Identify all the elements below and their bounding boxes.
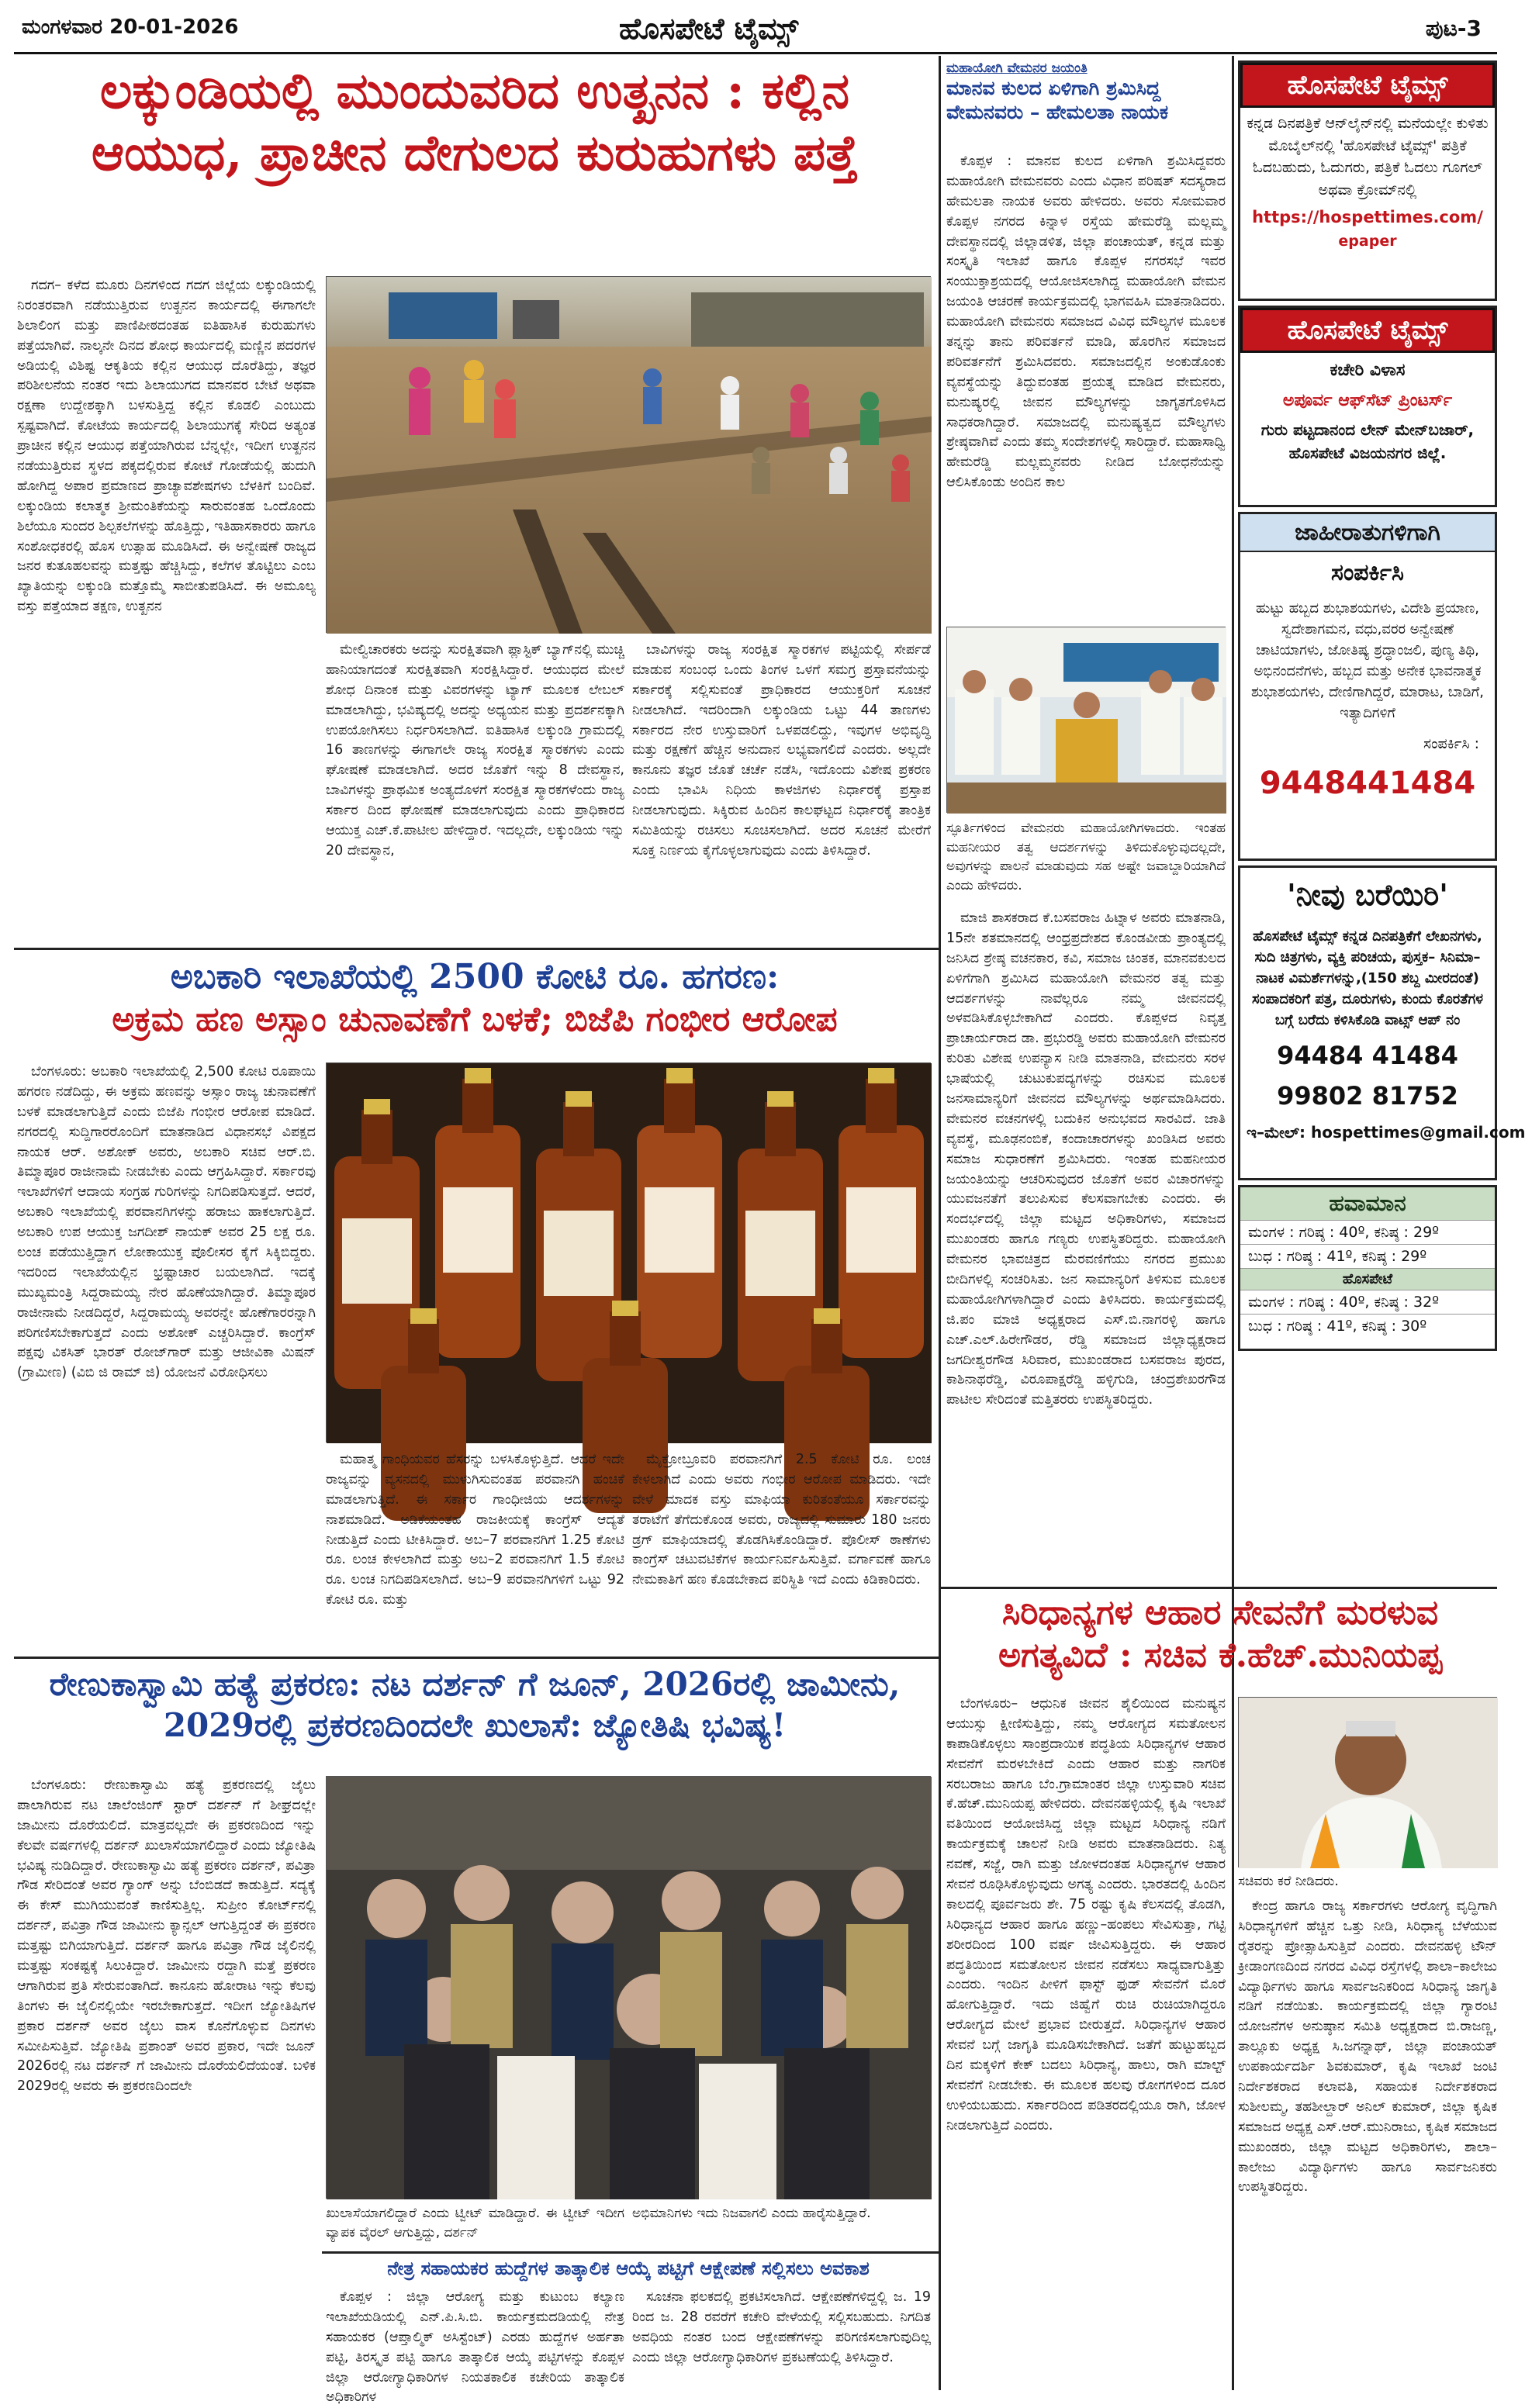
renukaswamy-headline — [14, 1664, 935, 1746]
weather-row: ಮಂಗಳ : ಗರಿಷ್ಠ : 40º, ಕನಿಷ್ಠ : 29º — [1240, 1220, 1495, 1244]
epaper-box — [1238, 60, 1497, 301]
netra-column-1: ಕೊಪ್ಪಳ : ಜಿಲ್ಲಾ ಆರೋಗ್ಯ ಮತ್ತು ಕುಟುಂಬ ಕಲ್ಯಾಣ ಇಲಾಖೆಯಡಿಯಲ್ಲಿ ಎನ್.ಪಿ.ಸಿ.ಬಿ. ಕಾರ್ಯಕ್ರಮದಡಿಯಲ್ಲಿ ನೇತ್ರ ಸಹಾಯಕರ (ಆಪ್ತಾಲ್ಮಿಕ್ ಅಸಿಸ್ಟೆಂಟ್) ಎರಡು ಹುದ್ದೆಗಳ ಅರ್ಹತಾ ಪಟ್ಟಿ, ತಿರಸ್ಕೃತ ಪಟ್ಟಿ ಹಾಗೂ ತಾತ್ಕಾಲಿಕ ಆಯ್ಕೆ ಪಟ್ಟಿಗಳನ್ನು ಕೊಪ್ಪಳ ಜಿಲ್ಲಾ ಆರೋಗ್ಯಾಧಿಕಾರಿಗಳ ನಿಯತಕಾಲಿಕ ಕಚೇರಿಯ ತಾತ್ಕಾಲಿಕ ಅಧಿಕಾರಿಗಳ — [326, 2289, 624, 2406]
millet-column-2: ಕೇಂದ್ರ ಹಾಗೂ ರಾಜ್ಯ ಸರ್ಕಾರಗಳು ಆರೋಗ್ಯ ವೃದ್ಧಿಗಾಗಿ ಸಿರಿಧಾನ್ಯಗಳಿಗೆ ಹೆಚ್ಚಿನ ಒತ್ತು ನೀಡಿ, ಸಿರಿಧಾನ್ಯ ಬೆಳೆಯುವ ರೈತರನ್ನು ಪ್ರೋತ್ಸಾಹಿಸುತ್ತಿವೆ ಎಂದರು. ದೇವನಹಳ್ಳಿ ಟೌನ್ ಕ್ರೀಡಾಂಗಣದಿಂದ ನಗರದ ವಿವಿಧ ರಸ್ತೆಗಳಲ್ಲಿ ಶಾಲಾ–ಕಾಲೇಜು ವಿದ್ಯಾರ್ಥಿಗಳು ಹಾಗೂ ಸಾರ್ವಜನಿಕರಿಂದ ಸಿರಿಧಾನ್ಯ ಜಾಗೃತಿ ನಡಿಗೆ ನಡೆಯಿತು. ಕಾರ್ಯಕ್ರಮದಲ್ಲಿ ಜಿಲ್ಲಾ ಗ್ಯಾರಂಟಿ ಯೋಜನೆಗಳ ಅನುಷ್ಠಾನ ಸಮಿತಿ ಅಧ್ಯಕ್ಷರಾದ ಬಿ.ರಾಜಣ್ಣ, ತಾಲ್ಲೂಕು ಅಧ್ಯಕ್ಷ ಸಿ.ಜಗನ್ನಾಥ್, ಜಿಲ್ಲಾ ಪಂಚಾಯತ್ ಉಪಕಾರ್ಯದರ್ಶಿ ಶಿವಕುಮಾರ್, ಕೃಷಿ ಇಲಾಖೆ ಜಂಟಿ ನಿರ್ದೇಶಕರಾದ ಕಲಾವತಿ, ಸಹಾಯಕ ನಿರ್ದೇಶಕರಾದ ಸುಶೀಲಮ್ಮ, ತಹಶೀಲ್ದಾರ್ ಅನಿಲ್ ಕುಮಾರ್, ಜಿಲ್ಲಾ ಕೃಷಿಕ ಸಮಾಜದ ಅಧ್ಯಕ್ಷ ಎಸ್.ಆರ್.ಮುನಿರಾಜು, ಕೃಷಿಕ ಸಮಾಜದ ಮುಖಂಡರು, ಜಿಲ್ಲಾ ಮಟ್ಟದ ಅಧಿಕಾರಿಗಳು, ಶಾಲಾ–ಕಾಲೇಜು ವಿದ್ಯಾರ್ಥಿಗಳು ಹಾಗೂ ಸಾರ್ವಜನಿಕರು ಉಪಸ್ಥಿತರಿದ್ದರು. — [1238, 1898, 1497, 2196]
masthead — [14, 8, 1497, 54]
ads-contact-heading: ಸಂಪರ್ಕಿಸಿ — [1331, 559, 1404, 586]
press-name: ಅಪೂರ್ವ ಆಫ್‌ಸೆಟ್ ಪ್ರಿಂಟರ್ಸ್ — [1282, 391, 1453, 410]
netra-column-2: ಸೂಚನಾ ಫಲಕದಲ್ಲಿ ಪ್ರಕಟಿಸಲಾಗಿದೆ. ಆಕ್ಷೇಪಣೆಗಳಿದ್ದಲ್ಲಿ ಜ. 19 ರಿಂದ ಜ. 28 ರವರೆಗೆ ಕಚೇರಿ ವೇಳೆಯಲ್ಲಿ ಸಲ್ಲಿಸಬಹುದು. ನಿಗದಿತ ಅವಧಿಯ ನಂತರ ಬಂದ ಆಕ್ಷೇಪಣೆಗಳನ್ನು ಪರಿಗಣಿಸಲಾಗುವುದಿಲ್ಲ ಎಂದು ಜಿಲ್ಲಾ ಆರೋಗ್ಯಾಧಿಕಾರಿಗಳ ಪ್ರಕಟಣೆಯಲ್ಲಿ ತಿಳಿಸಿದ್ದಾರೆ. — [632, 2289, 931, 2365]
ads-phone: 9448441484 — [1259, 765, 1476, 801]
weather-title: ಹವಾಮಾನ — [1240, 1187, 1495, 1220]
vemana-headline-line1: ಮಾನವ ಕುಲದ ಏಳಿಗಾಗಿ ಶ್ರಮಿಸಿದ್ದ — [946, 77, 1161, 99]
lead-headline — [14, 60, 935, 185]
vemana-body-1: ಕೊಪ್ಪಳ : ಮಾನವ ಕುಲದ ಏಳಿಗಾಗಿ ಶ್ರಮಿಸಿದ್ದವರು ಮಹಾಯೋಗಿ ವೇಮನವರು ಎಂದು ವಿಧಾನ ಪರಿಷತ್ ಸದಸ್ಯರಾದ ಹೇಮಲತಾ ನಾಯಕ ಅವರು ಹೇಳಿದರು. ಅವರು ಸೋಮವಾರ ಕೊಪ್ಪಳ ನಗರದ ಕಿನ್ನಾಳ ರಸ್ತೆಯ ಹೇಮರೆಡ್ಡಿ ಮಲ್ಲಮ್ಮ ದೇವಸ್ಥಾನದಲ್ಲಿ ಜಿಲ್ಲಾಡಳಿತ, ಜಿಲ್ಲಾ ಪಂಚಾಯತ್, ಕನ್ನಡ ಮತ್ತು ಸಂಸ್ಕೃತಿ ಇಲಾಖೆ ಹಾಗೂ ಕೊಪ್ಪಳ ನಗರಸಭೆ ಇವರ ಸಂಯುಕ್ತಾಶ್ರಯದಲ್ಲಿ ಆಯೋಜಿಸಲಾಗಿದ್ದ ಮಹಾಯೋಗಿ ವೇಮನ ಜಯಂತಿ ಆಚರಣೆ ಕಾರ್ಯಕ್ರಮದಲ್ಲಿ ಭಾಗವಹಿಸಿ ಮಾತನಾಡಿದರು. ಮಹಾಯೋಗಿ ವೇಮನರು ಸಮಾಜದ ವಿವಿಧ ಮೌಲ್ಯಗಳ ಮೂಲಕ ತನ್ನನ್ನು ತಾನು ಪರಿವರ್ತನೆ ಮಾಡಿ, ಹೊರಗಿನ ಸಮಾಜದ ಪರಿವರ್ತನೆಗೆ ಶ್ರಮಿಸಿದವರು. ಸಮಾಜದಲ್ಲಿನ ಅಂಕುಡೊಂಕು ವ್ಯವಸ್ಥೆಯನ್ನು ತಿದ್ದುವಂತಹ ಪ್ರಯತ್ನ ಮಾಡಿದ ವೇಮನರು, ಮನುಷ್ಯರಲ್ಲಿ ಜೀವನ ಮೌಲ್ಯಗಳನ್ನು ಜಾಗೃತಗೊಳಿಸಿದ ಸಾಧಕರಾಗಿದ್ದಾರೆ. ಸಮಾಜದಲ್ಲಿ ಮನುಷ್ಯತ್ವದ ಮೌಲ್ಯಗಳು ಶ್ರೇಷ್ಠವಾಗಿವೆ ಎಂದು ತಮ್ಮ ಸಂದೇಶಗಳಲ್ಲಿ ಸಾರಿದ್ದಾರೆ. ಮಹಾಸಾಧ್ವಿ ಹೇಮರೆಡ್ಡಿ ಮಲ್ಲಮ್ಮನವರು ನೀಡಿದ ಬೋಧನೆಯನ್ನು ಆಲಿಸಿಕೊಂಡು ಅಂದಿನ ಕಾಲ — [946, 154, 1226, 491]
darshan-crowd-photo — [326, 1776, 931, 2199]
excise-headline — [14, 955, 935, 1041]
excise-column-2: ಮಹಾತ್ಮ ಗಾಂಧಿಯವರ ಹೆಸರನ್ನು ಬಳಸಿಕೊಳ್ಳುತ್ತಿದೆ. ಆದರೆ ಇದೇ ರಾಜ್ಯವನ್ನು ವ್ಯಸನದಲ್ಲಿ ಮುಳುಗಿಸುವಂತಹ ಪರವಾನಗಿ ಹಂಚಿಕೆ ಮಾಡಲಾಗುತ್ತಿದೆ. ಈ ಸರ್ಕಾರ ಗಾಂಧೀಜಿಯ ಆದರ್ಶಗಳನ್ನು ನಾಶಮಾಡಿದೆ. ಅಡಿಕೆಯಂತಹ ರಾಜಕೀಯಕ್ಕೆ ಕಾಂಗ್ರೆಸ್ ಆದ್ಯತೆ ನೀಡುತ್ತಿದೆ ಎಂದು ಟೀಕಿಸಿದ್ದಾರೆ. ಅಬ–7 ಪರವಾನಗಿಗೆ 1.25 ಕೋಟಿ ರೂ. ಲಂಚ ಕೇಳಲಾಗಿದೆ ಮತ್ತು ಅಬ–2 ಪರವಾನಗಿಗೆ 1.5 ಕೋಟಿ ರೂ. ಲಂಚ ನಿಗದಿಪಡಿಸಲಾಗಿದೆ. ಅಬ–9 ಪರವಾನಗಿಗಳಿಗೆ ಒಟ್ಟು 92 ಕೋಟಿ ರೂ. ಮತ್ತು — [326, 1452, 624, 1608]
office-address: ಗುರು ಪಟ್ಟದಾನಂದ ಲೇನ್ ಮೇನ್‌ಬಜಾರ್, ಹೊಸಪೇಟೆ ವಿಜಯನಗರ ಜಿಲ್ಲೆ. — [1260, 420, 1475, 462]
whatsapp-number-1: 94484 41484 — [1277, 1041, 1458, 1070]
vemana-kicker: ಮಹಾಯೋಗಿ ವೇಮನರ ಜಯಂತಿ — [946, 60, 1088, 76]
office-label: ಕಚೇರಿ ವಿಳಾಸ — [1330, 361, 1406, 380]
vemana-headline — [946, 60, 1226, 125]
email-address[interactable]: hospettimes@gmail.com — [1311, 1123, 1525, 1142]
weather-row: ಬುಧ : ಗರಿಷ್ಠ : 41º, ಕನಿಷ್ಠ : 29º — [1240, 1244, 1495, 1268]
excise-column-1: ಬೆಂಗಳೂರು: ಅಬಕಾರಿ ಇಲಾಖೆಯಲ್ಲಿ 2,500 ಕೋಟಿ ರೂಪಾಯಿ ಹಗರಣ ನಡೆದಿದ್ದು, ಈ ಅಕ್ರಮ ಹಣವನ್ನು ಅಸ್ಸಾಂ ರಾಜ್ಯ ಚುನಾವಣೆಗೆ ಬಳಕೆ ಮಾಡಲಾಗುತ್ತಿದೆ ಎಂದು ಬಿಜೆಪಿ ಗಂಭೀರ ಆರೋಪ ಮಾಡಿದೆ. ನಗರದಲ್ಲಿ ಸುದ್ದಿಗಾರರೊಂದಿಗೆ ಮಾತನಾಡಿದ ವಿಧಾನಸಭೆ ವಿಪಕ್ಷದ ನಾಯಕ ಆರ್. ಅಶೋಕ್ ಅವರು, ಅಬಕಾರಿ ಸಚಿವ ಆರ್.ಬಿ. ತಿಮ್ಮಾಪೂರ ರಾಜೀನಾಮೆ ನೀಡಬೇಕು ಎಂದು ಆಗ್ರಹಿಸಿದ್ದಾರೆ. ಸರ್ಕಾರವು ಇಲಾಖೆಗಳಿಗೆ ಆದಾಯ ಸಂಗ್ರಹ ಗುರಿಗಳನ್ನು ನಿಗದಿಪಡಿಸುತ್ತದೆ. ಆದರೆ, ಅಬಕಾರಿ ಇಲಾಖೆಯಲ್ಲಿ ಪರವಾನಗಿಗಳನ್ನು ಹರಾಜು ಹಾಕಲಾಗುತ್ತಿದೆ. ಅಬಕಾರಿ ಉಪ ಆಯುಕ್ತ ಜಗದೀಶ್ ನಾಯಕ್ ಅವರ 25 ಲಕ್ಷ ರೂ. ಲಂಚ ಪಡೆಯುತ್ತಿದ್ದಾಗ ಲೋಕಾಯುಕ್ತ ಪೊಲೀಸರ ಕೈಗೆ ಸಿಕ್ಕಿಬಿದ್ದರು. ಇದರಿಂದ ಇಲಾಖೆಯಲ್ಲಿನ ಭ್ರಷ್ಟಾಚಾರ ಬಯಲಾಗಿದೆ. ಇದಕ್ಕೆ ಮುಖ್ಯಮಂತ್ರಿ ಸಿದ್ದರಾಮಯ್ಯ ನೇರ ಹೊಣೆಯಾಗಿದ್ದಾರೆ. ತಿಮ್ಮಾಪೂರ ರಾಜೀನಾಮೆ ನೀಡದಿದ್ದರೆ, ಸಿದ್ದರಾಮಯ್ಯ ಅವರನ್ನೇ ಹೊಣೆಗಾರರನ್ನಾಗಿ ಪರಿಗಣಿಸಬೇಕಾಗುತ್ತದೆ ಎಂದು ಅಶೋಕ್ ಎಚ್ಚರಿಸಿದ್ದಾರೆ. ಕಾಂಗ್ರೆಸ್ ಪಕ್ಷವು ವಿಕಸಿತ್ ಭಾರತ್ ರೋಜ್‌ಗಾರ್ ಮತ್ತು ಆಜೀವಿಕಾ ಮಿಷನ್ (ಗ್ರಾಮೀಣ) (ವಿಬಿ ಜಿ ರಾಮ್ ಜಿ) ಯೋಜನೆ ವಿರೋಧಿಸಲು — [17, 1064, 316, 1381]
office-box — [1238, 306, 1497, 507]
column-rule — [1232, 56, 1234, 2390]
millet-headline-line1: ಸಿರಿಧಾನ್ಯಗಳ ಆಹಾರ ಸೇವನೆಗೆ ಮರಳುವ — [1001, 1593, 1439, 1632]
vemana-headline-line2: ವೇಮನವರು – ಹೇಮಲತಾ ನಾಯಕ — [946, 101, 1169, 124]
whatsapp-number-2: 99802 81752 — [1277, 1081, 1458, 1111]
excise-headline-line2: ಅಕ್ರಮ ಹಣ ಅಸ್ಸಾಂ ಚುನಾವಣೆಗೆ ಬಳಕೆ; ಬಿಜೆಪಿ ಗಂಭೀರ ಆರೋಪ — [112, 1000, 838, 1039]
email-label: ಇ–ಮೇಲ್: — [1247, 1123, 1306, 1142]
excavation-photo — [326, 276, 931, 633]
ads-contact-label: ಸಂಪರ್ಕಿಸಿ : — [1423, 735, 1479, 752]
website-link[interactable]: https://hospettimes.com/ — [1252, 208, 1483, 226]
page-number: ಪುಟ-3 — [1425, 16, 1482, 41]
minister-caption: ಸಚಿವರು ಕರೆ ನೀಡಿದರು. — [1238, 1874, 1339, 1889]
ads-box-text: ಹುಟ್ಟು ಹಬ್ಬದ ಶುಭಾಶಯಗಳು, ವಿದೇಶಿ ಪ್ರಯಾಣ, ಸ್ವದೇಶಾಗಮನ, ವಧು,ವರರ ಅನ್ವೇಷಣೆ ಚಾಟಿಯಾಗಳು, ಜೋತಿಷ್ಯ ಶ್ರದ್ಧಾಂಜಲಿ, ಪುಣ್ಯ ತಿಥಿ, ಅಭಿನಂದನೆಗಳು, ಹಬ್ಬದ ಮತ್ತು ಅನೇಕ ಭಾವನಾತ್ಮಕ ಶುಭಾಶಯಗಳು, ದೇಣಿಗಾಗಿದ್ದರೆ, ಮಾರಾಟ, ಬಾಡಿಗೆ, ಇತ್ಯಾದಿಗಳಿಗೆ — [1251, 600, 1484, 721]
email-line — [1240, 1116, 1525, 1149]
millet-headline-line2: ಅಗತ್ಯವಿದೆ : ಸಚಿವ ಕೆ.ಹೆಚ್.ಮುನಿಯಪ್ಪ — [998, 1636, 1442, 1675]
lead-column-2: ಮೇಲ್ವಿಚಾರಕರು ಅದನ್ನು ಸುರಕ್ಷಿತವಾಗಿ ಪ್ಲಾಸ್ಟಿಕ್ ಬ್ಯಾಗ್‌ನಲ್ಲಿ ಮುಚ್ಚಿ ಹಾನಿಯಾಗದಂತೆ ಸುರಕ್ಷಿತವಾಗಿ ಸಂರಕ್ಷಿಸಿದ್ದಾರೆ. ಆಯುಧದ ಮೇಲೆ ಶೋಧ ದಿನಾಂಕ ಮತ್ತು ವಿವರಗಳನ್ನು ಟ್ಯಾಗ್ ಮೂಲಕ ಲೇಬಲ್ ಮಾಡಲಾಗಿದ್ದು, ಭವಿಷ್ಯದಲ್ಲಿ ಅದನ್ನು ಅಧ್ಯಯನ ಮತ್ತು ಪ್ರದರ್ಶನಕ್ಕಾಗಿ ಉಪಯೋಗಿಸಲು ನಿರ್ಧರಿಸಲಾಗಿದೆ. ಐತಿಹಾಸಿಕ ಲಕ್ಕುಂಡಿ ಗ್ರಾಮದಲ್ಲಿ 16 ತಾಣಗಳನ್ನು ಈಗಾಗಲೇ ರಾಜ್ಯ ಸಂರಕ್ಷಿತ ಸ್ಮಾರಕಗಳು ಎಂದು ಘೋಷಣೆ ಮಾಡಲಾಗಿದೆ. ಅದರ ಜೊತೆಗೆ ಇನ್ನು 8 ದೇವಸ್ಥಾನ, ಬಾವಿಗಳನ್ನು ಪ್ರಾಥಮಿಕ ಅಂತ್ಯದೊಳಗೆ ಸಂರಕ್ಷಿತ ಸ್ಮಾರಕಗಳೆಂದು ರಾಜ್ಯ ಸರ್ಕಾರ ದಿಂದ ಘೋಷಣೆ ಮಾಡಲಾಗುವುದು ಎಂದು ಪ್ರಾಧಿಕಾರದ ಆಯುಕ್ತ ಎಚ್.ಕೆ.ಪಾಟೀಲ ಹೇಳಿದ್ದಾರೆ. ಇದಲ್ಲದೇ, ಲಕ್ಕುಂಡಿಯ ಇನ್ನು 20 ದೇವಸ್ಥಾನ, — [326, 642, 624, 859]
weather-city: ಹೊಸಪೇಟೆ — [1240, 1268, 1495, 1290]
renukaswamy-caption-left: ಖುಲಾಸೆಯಾಗಲಿದ್ದಾರೆ ಎಂದು ಟ್ವೀಟ್ ಮಾಡಿದ್ದಾರೆ. ಈ ಟ್ವೀಟ್ ಇದೀಗ ವ್ಯಾಪಕ ವೈರಲ್ ಆಗುತ್ತಿದ್ದು, ದರ್ಶನ್ — [326, 2206, 624, 2240]
issue-date: ಮಂಗಳವಾರ 20-01-2026 — [22, 16, 239, 39]
minister-photo — [1238, 1697, 1497, 1867]
netra-headline: ನೇತ್ರ ಸಹಾಯಕರ ಹುದ್ದೆಗಳ ತಾತ್ಕಾಲಿಕ ಆಯ್ಕೆ ಪಟ್ಟಿಗೆ ಆಕ್ಷೇಪಣೆ ಸಲ್ಲಿಸಲು ಅವಕಾಶ — [387, 2257, 870, 2279]
section-rule — [14, 1657, 939, 1659]
section-rule — [14, 948, 939, 950]
write-box-text: ಹೊಸಪೇಟೆ ಟೈಮ್ಸ್ ಕನ್ನಡ ದಿನಪತ್ರಿಕೆಗೆ ಲೇಖನಗಳು, ಸುದಿ ಚಿತ್ರಗಳು, ವ್ಯಕ್ತಿ ಪರಿಚಯ, ಪುಸ್ತಕ– ಸಿನಿಮಾ–ನಾಟಕ ವಿಮರ್ಶೆಗಳನ್ನು,(150 ಶಬ್ದ ಮೀರದಂತೆ) ಸಂಪಾದಕರಿಗೆ ಪತ್ರ, ದೂರುಗಳು, ಕುಂದು ಕೊರತೆಗಳ ಬಗ್ಗೆ ಬರೆದು ಕಳಿಸಿಕೊಡಿ ವಾಟ್ಸ್ ಆಪ್ ನಂ — [1251, 928, 1484, 1028]
write-box — [1238, 865, 1525, 1180]
renukaswamy-headline-line1: ರೇಣುಕಾಸ್ವಾಮಿ ಹತ್ಯೆ ಪ್ರಕರಣ: ನಟ ದರ್ಶನ್ ಗೆ ಜೂನ್, 2026ರಲ್ಲಿ ಜಾಮೀನು, — [49, 1665, 901, 1703]
column-rule — [939, 56, 941, 2390]
renukaswamy-column-1: ಬೆಂಗಳೂರು: ರೇಣುಕಾಸ್ವಾಮಿ ಹತ್ಯೆ ಪ್ರಕರಣದಲ್ಲಿ ಜೈಲು ಪಾಲಾಗಿರುವ ನಟ ಚಾಲೆಂಜಿಂಗ್ ಸ್ಟಾರ್ ದರ್ಶನ್ ಗೆ ಶೀಘ್ರದಲ್ಲೇ ಜಾಮೀನು ದೊರೆಯಲಿದೆ. ಮಾತ್ರವಲ್ಲದೇ ಈ ಪ್ರಕರಣದಿಂದ ಇನ್ನು ಕೆಲವೇ ವರ್ಷಗಳಲ್ಲಿ ದರ್ಶನ್ ಖುಲಾಸೆಯಾಗಲಿದ್ದಾರೆ ಎಂದು ಜ್ಯೋತಿಷಿ ಭವಿಷ್ಯ ನುಡಿದಿದ್ದಾರೆ. ರೇಣುಕಾಸ್ವಾಮಿ ಹತ್ಯೆ ಪ್ರಕರಣ ದರ್ಶನ್, ಪವಿತ್ರಾ ಗೌಡ ಸೇರಿದಂತೆ ಅವರ ಗ್ಯಾಂಗ್ ಅನ್ನು ಬೆಂಬಿಡದೆ ಕಾಡುತ್ತಿದೆ. ಸದ್ಯಕ್ಕೆ ಈ ಕೇಸ್ ಮುಗಿಯುವಂತೆ ಕಾಣಿಸುತ್ತಿಲ್ಲ. ಸುಪ್ರೀಂ ಕೋರ್ಟ್‌ನಲ್ಲಿ ದರ್ಶನ್, ಪವಿತ್ರಾ ಗೌಡ ಜಾಮೀನು ಕ್ಯಾನ್ಸಲ್ ಆಗುತ್ತಿದ್ದಂತೆ ಈ ಪ್ರಕರಣ ಮತ್ತಷ್ಟು ಬಿಗಿಯಾಗುತ್ತಿದೆ. ದರ್ಶನ್ ಹಾಗೂ ಪವಿತ್ರಾ ಗೌಡ ಜೈಲಿನಲ್ಲಿ ಮತ್ತಷ್ಟು ಸಂಕಷ್ಟಕ್ಕೆ ಸಿಲುಕಿದ್ದಾರೆ. ಜಾಮೀನು ರದ್ದಾಗಿ ಮತ್ತೆ ಪ್ರಕರಣ ಆಗಾಗಿರುವ ಪ್ರತಿ ಸೇರುವಂತಾಗಿದೆ. ಕಾನೂನು ಹೋರಾಟ ಇನ್ನು ಕೆಲವು ತಿಂಗಳು ಈ ಜೈಲಿನಲ್ಲಿಯೇ ಇರಬೇಕಾಗುತ್ತದೆ. ಇದೀಗ ಜ್ಯೋತಿಷಿಗಳ ಪ್ರಕಾರ ದರ್ಶನ್ ಅವರ ಜೈಲು ವಾಸ ಕೊನೆಗೊಳ್ಳುವ ದಿನಗಳು ಸಮೀಪಿಸುತ್ತಿವೆ. ಜ್ಯೋತಿಷಿ ಪ್ರಶಾಂತ್ ಅವರ ಪ್ರಕಾರ, ಇದೇ ಜೂನ್ 2026ರಲ್ಲಿ ನಟ ದರ್ಶನ್ ಗೆ ಜಾಮೀನು ದೊರೆಯಲಿದೆಯಂತೆ. ಬಳಿಕ 2029ರಲ್ಲಿ ಅವರು ಈ ಪ್ರಕರಣದಿಂದಲೇ — [17, 1777, 316, 2095]
section-rule — [322, 2251, 939, 2254]
newspaper-title: ಹೊಸಪೇಟೆ ಟೈಮ್ಸ್ — [619, 11, 799, 46]
vemana-caption: ಸ್ಫೂರ್ತಿಗಳಿಂದ ವೇಮನರು ಮಹಾಯೋಗಿಗಳಾದರು. ಇಂತಹ ಮಹನೀಯರ ತತ್ವ ಆದರ್ಶಗಳನ್ನು ತಿಳಿದುಕೊಳ್ಳುವುದಲ್ಲದೇ, ಅವುಗಳನ್ನು ಪಾಲನೆ ಮಾಡುವುದು ಸಹ ಅಷ್ಟೇ ಜವಾಬ್ದಾರಿಯಾಗಿದೆ ಎಂದು ಹೇಳಿದರು. — [946, 821, 1226, 893]
ads-box — [1238, 512, 1497, 861]
millet-column-1: ಬೆಂಗಳೂರು– ಆಧುನಿಕ ಜೀವನ ಶೈಲಿಯಿಂದ ಮನುಷ್ಯನ ಆಯುಸ್ಸು ಕ್ಷೀಣಿಸುತ್ತಿದ್ದು, ನಮ್ಮ ಆರೋಗ್ಯದ ಸಮತೋಲನ ಕಾಪಾಡಿಕೊಳ್ಳಲು ಸಾಂಪ್ರದಾಯಿಕ ಪದ್ಧತಿಯ ಸಿರಿಧಾನ್ಯಗಳ ಆಹಾರ ಸೇವನೆಗೆ ಮರಳಬೇಕಿದೆ ಎಂದು ಆಹಾರ ಮತ್ತು ನಾಗರಿಕ ಸರಬರಾಜು ಹಾಗೂ ಬೆಂ.ಗ್ರಾಮಾಂತರ ಜಿಲ್ಲಾ ಉಸ್ತುವಾರಿ ಸಚಿವ ಕೆ.ಹೆಚ್.ಮುನಿಯಪ್ಪ ಹೇಳಿದರು. ದೇವನಹಳ್ಳಿಯಲ್ಲಿ ಕೃಷಿ ಇಲಾಖೆ ವತಿಯಿಂದ ಆಯೋಜಿಸಿದ್ದ ಜಿಲ್ಲಾ ಮಟ್ಟದ ಸಿರಿಧಾನ್ಯ ನಡಿಗೆ ಕಾರ್ಯಕ್ರಮಕ್ಕೆ ಚಾಲನೆ ನೀಡಿ ಅವರು ಮಾತನಾಡಿದರು. ನಿತ್ಯ ನವಣೆ, ಸಜ್ಜೆ, ರಾಗಿ ಮತ್ತು ಜೋಳದಂತಹ ಸಿರಿಧಾನ್ಯಗಳ ಆಹಾರ ಸೇವನೆ ರೂಢಿಸಿಕೊಳ್ಳುವುದು ಅಗತ್ಯ ಎಂದರು. ಭಾರತದಲ್ಲಿ ಹಿಂದಿನ ಕಾಲದಲ್ಲಿ ಪೂರ್ವಜರು ಶೇ. 75 ರಷ್ಟು ಕೃಷಿ ಕೆಲಸದಲ್ಲಿ ತೊಡಗಿ, ಸಿರಿಧಾನ್ಯದ ಆಹಾರ ಹಾಗೂ ಹಣ್ಣು–ಹಂಪಲು ಸೇವಿಸುತ್ತಾ, ಗಟ್ಟಿ ಶರೀರದಿಂದ 100 ವರ್ಷ ಜೀವಿಸುತ್ತಿದ್ದರು. ಈ ಆಹಾರ ಪದ್ಧತಿಯಿಂದ ಸಮತೋಲನ ಜೀವನ ನಡೆಸಲು ಸಾಧ್ಯವಾಗುತ್ತಿತ್ತು ಎಂದರು. ಇಂದಿನ ಪೀಳಿಗೆ ಫಾಸ್ಟ್ ಫುಡ್ ಸೇವನೆಗೆ ಮೊರೆ ಹೋಗುತ್ತಿದ್ದಾರೆ. ಇದು ಜಿಹ್ವೆಗೆ ರುಚಿ ರುಚಿಯಾಗಿದ್ದರೂ ಆರೋಗ್ಯದ ಮೇಲೆ ಪ್ರಭಾವ ಬೀರುತ್ತದೆ. ಸಿರಿಧಾನ್ಯಗಳ ಆಹಾರ ಸೇವನೆ ಬಗ್ಗೆ ಜಾಗೃತಿ ಮೂಡಿಸಬೇಕಾಗಿದೆ. ಜತೆಗೆ ಹುಟ್ಟುಹಬ್ಬದ ದಿನ ಮಕ್ಕಳಿಗೆ ಕೇಕ್ ಬದಲು ಸಿರಿಧಾನ್ಯ, ಹಾಲು, ರಾಗಿ ಮಾಲ್ಟ್ ಸೇವನೆಗೆ ನೀಡಬೇಕು. ಈ ಮೂಲಕ ಹಲವು ರೋಗಗಳಿಂದ ದೂರ ಉಳಿಯಬಹುದು. ಸರ್ಕಾರದಿಂದ ಪಡಿತರದಲ್ಲಿಯೂ ರಾಗಿ, ಜೋಳ ನೀಡಲಾಗುತ್ತಿದೆ ಎಂದರು. — [946, 1696, 1226, 2133]
epaper-box-title: ಹೊಸಪೇಟೆ ಟೈಮ್ಸ್ — [1240, 63, 1495, 108]
lead-headline-line2: ಆಯುಧ, ಪ್ರಾಚೀನ ದೇಗುಲದ ಕುರುಹುಗಳು ಪತ್ತೆ — [91, 124, 859, 182]
epaper-box-text: ಕನ್ನಡ ದಿನಪತ್ರಿಕೆ ಆನ್‌ಲೈನ್‌ನಲ್ಲಿ ಮನೆಯಲ್ಲೇ ಕುಳಿತು ಮೊಬೈಲ್‌ನಲ್ಲಿ 'ಹೊಸಪೇಟೆ ಟೈಮ್ಸ್' ಪತ್ರಿಕೆ ಓದಬಹುದು, ಓದುಗರು, ಪತ್ರಿಕೆ ಓದಲು ಗೂಗಲ್ ಅಥವಾ ಕ್ರೋಮ್‌ನಲ್ಲಿ — [1247, 115, 1489, 199]
renukaswamy-headline-line2: 2029ರಲ್ಲಿ ಪ್ರಕರಣದಿಂದಲೇ ಖುಲಾಸೆ: ಜ್ಯೋತಿಷಿ ಭವಿಷ್ಯ! — [163, 1705, 787, 1744]
vemana-event-photo — [946, 627, 1226, 813]
epaper-link[interactable]: epaper — [1338, 232, 1397, 250]
office-box-title: ಹೊಸಪೇಟೆ ಟೈಮ್ಸ್ — [1240, 308, 1495, 353]
weather-row: ಬುಧ : ಗರಿಷ್ಠ : 41º, ಕನಿಷ್ಠ : 30º — [1240, 1314, 1495, 1338]
write-box-title: 'ನೀವು ಬರೆಯಿರಿ' — [1287, 877, 1448, 912]
lead-column-1: ಗದಗ– ಕಳೆದ ಮೂರು ದಿನಗಳಿಂದ ಗದಗ ಜಿಲ್ಲೆಯ ಲಕ್ಕುಂಡಿಯಲ್ಲಿ ನಿರಂತರವಾಗಿ ನಡೆಯುತ್ತಿರುವ ಉತ್ಖನನ ಕಾರ್ಯದಲ್ಲಿ ಈಗಾಗಲೇ ಶಿಲಾಲಿಂಗ ಮತ್ತು ಪಾಣಿಪೀಠದಂತಹ ಐತಿಹಾಸಿಕ ಕುರುಹುಗಳು ಪತ್ತೆಯಾಗಿವೆ. ನಾಲ್ಕನೇ ದಿನದ ಶೋಧ ಕಾರ್ಯದಲ್ಲಿ ಮಣ್ಣಿನ ಪದರಗಳ ಅಡಿಯಲ್ಲಿ ವಿಶಿಷ್ಟ ಆಕೃತಿಯ ಕಲ್ಲಿನ ಆಯುಧ ದೊರೆತಿದ್ದು, ತಜ್ಞರ ಪರಿಶೀಲನೆಯ ನಂತರ ಇದು ಶಿಲಾಯುಗದ ಮಾನವರ ಬೇಟೆ ಅಥವಾ ರಕ್ಷಣಾ ಉದ್ದೇಶಕ್ಕಾಗಿ ಬಳಸುತ್ತಿದ್ದ ಕಲ್ಲಿನ ಕೊಡಲಿ ಎಂಬುದು ಸ್ಪಷ್ಟವಾಗಿದೆ. ಕೋಟೆಯ ಕಾರ್ಯದಲ್ಲಿ ಶಿಲಾಯುಗಕ್ಕೆ ಸೇರಿದ ಅತ್ಯಂತ ಪ್ರಾಚೀನ ಕಲ್ಲಿನ ಆಯುಧ ಪತ್ತೆಯಾಗಿರುವ ಬೆನ್ನಲ್ಲೇ, ಇದೀಗ ಉತ್ಖನನ ನಡೆಯುತ್ತಿರುವ ಸ್ಥಳದ ಪಕ್ಕದಲ್ಲಿರುವ ಕೋಟೆ ಗೋಡೆಯಲ್ಲಿ ಹುದುಗಿ ಹೋಗಿದ್ದ ಅಪಾರ ಪ್ರಮಾಣದ ಪ್ರಾಚ್ಯಾವಶೇಷಗಳು ಬೆಳಕಿಗೆ ಬಂದಿವೆ. ಲಕ್ಕುಂಡಿಯ ಕಲಾತ್ಮಕ ಶ್ರೀಮಂತಿಕೆಯನ್ನು ಸಾರುವಂತಹ ಒಂದೊಂದು ಶಿಲೆಯೂ ಸುಂದರ ಶಿಲ್ಪಕಲೆಗಳನ್ನು ಹೊತ್ತಿದ್ದು, ಇತಿಹಾಸಕಾರರು ಹಾಗೂ ಸಂಶೋಧಕರಲ್ಲಿ ಹೊಸ ಉತ್ಸಾಹ ಮೂಡಿಸಿದೆ. ಈ ಅನ್ವೇಷಣೆ ರಾಜ್ಯದ ಜನರ ಕುತೂಹಲವನ್ನು ಮತ್ತಷ್ಟು ಹೆಚ್ಚಿಸಿದ್ದು, ಕಲೆಗಳ ತೊಟ್ಟಿಲು ಎಂಬ ಖ್ಯಾತಿಯನ್ನು ಲಕ್ಕುಂಡಿ ಮತ್ತೊಮ್ಮೆ ಸಾಬೀತುಪಡಿಸಿದೆ. ಈ ಅಮೂಲ್ಯ ವಸ್ತು ಪತ್ತೆಯಾದ ತಕ್ಷಣ, ಉತ್ಖನನ — [17, 278, 316, 615]
section-rule — [939, 1587, 1497, 1589]
weather-row: ಮಂಗಳ : ಗರಿಷ್ಠ : 40º, ಕನಿಷ್ಠ : 32º — [1240, 1290, 1495, 1314]
renukaswamy-caption-right: ಅಭಿಮಾನಿಗಳು ಇದು ನಿಜವಾಗಲಿ ಎಂದು ಹಾರೈಸುತ್ತಿದ್ದಾರೆ. — [632, 2206, 871, 2221]
liquor-bottles-photo — [326, 1062, 931, 1442]
lead-column-3: ಬಾವಿಗಳನ್ನು ರಾಜ್ಯ ಸಂರಕ್ಷಿತ ಸ್ಮಾರಕಗಳ ಪಟ್ಟಿಯಲ್ಲಿ ಸೇರ್ಪಡೆ ಮಾಡುವ ಸಂಬಂಧ ಒಂದು ತಿಂಗಳ ಒಳಗೆ ಸಮಗ್ರ ಪ್ರಸ್ತಾವನೆಯನ್ನು ಸರ್ಕಾರಕ್ಕೆ ಸಲ್ಲಿಸುವಂತೆ ಪ್ರಾಧಿಕಾರದ ಆಯುಕ್ತರಿಗೆ ಸೂಚನೆ ನೀಡಲಾಗಿದೆ. ಇದರಿಂದಾಗಿ ಲಕ್ಕುಂಡಿಯ ಒಟ್ಟು 44 ತಾಣಗಳು ಸರ್ಕಾರದ ನೇರ ಉಸ್ತುವಾರಿಗೆ ಒಳಪಡಲಿದ್ದು, ಇವುಗಳ ಅಭಿವೃದ್ಧಿ ಮತ್ತು ರಕ್ಷಣೆಗೆ ಹೆಚ್ಚಿನ ಅನುದಾನ ಲಭ್ಯವಾಗಲಿದೆ ಎಂದರು. ಅಲ್ಲದೇ ಕಾನೂನು ತಜ್ಞರ ಜೊತೆ ಚರ್ಚೆ ನಡೆಸಿ, ಇದೊಂದು ವಿಶೇಷ ಪ್ರಕರಣ ಎಂದು ಭಾವಿಸಿ ನಿಧಿಯ ಕಾಳಜಿಗಳು ನಿರ್ಧಾರಕ್ಕೆ ಪ್ರಸ್ತಾಪ ನೀಡಲಾಗುವುದು. ಸಿಕ್ಕಿರುವ ಹಿಂದಿನ ಕಾಲಘಟ್ಟದ ನಿರ್ಧಾರಕ್ಕೆ ತಾಂತ್ರಿಕ ಸಮಿತಿಯನ್ನು ರಚಿಸಲು ಸೂಚಿಸಲಾಗಿದೆ. ಅದರ ಸೂಚನೆ ಮೇರೆಗೆ ಸೂಕ್ತ ನಿರ್ಣಯ ಕೈಗೊಳ್ಳಲಾಗುವುದು ಎಂದು ತಿಳಿಸಿದ್ದಾರೆ. — [632, 642, 931, 859]
excise-headline-line1: ಅಬಕಾರಿ ಇಲಾಖೆಯಲ್ಲಿ 2500 ಕೋಟಿ ರೂ. ಹಗರಣ: — [170, 957, 780, 997]
weather-box — [1238, 1185, 1497, 1351]
millet-headline — [943, 1591, 1497, 1677]
excise-column-3: ಮೈಕ್ರೋಬ್ರೂವರಿ ಪರವಾನಗಿಗೆ 2.5 ಕೋಟಿ ರೂ. ಲಂಚ ಕೇಳಲಾಗಿದೆ ಎಂದು ಅವರು ಗಂಭೀರ ಆರೋಪ ಮಾಡಿದರು. ಇದೇ ವೇಳೆ ಮಾದಕ ವಸ್ತು ಮಾಫಿಯಾ ಕುರಿತಂತೆಯೂ ಸರ್ಕಾರವನ್ನು ತರಾಟೆಗೆ ತೆಗೆದುಕೊಂಡ ಅವರು, ರಾಜ್ಯದಲ್ಲಿ ಸುಮಾರು 180 ಜನರು ಡ್ರಗ್ ಮಾಫಿಯಾದಲ್ಲಿ ತೊಡಗಿಸಿಕೊಂಡಿದ್ದಾರೆ. ಪೊಲೀಸ್ ಠಾಣೆಗಳು ಕಾಂಗ್ರೆಸ್ ಚಟುವಟಿಕೆಗಳ ಕಾರ್ಯನಿರ್ವಹಿಸುತ್ತಿವೆ. ವರ್ಗಾವಣೆ ಹಾಗೂ ನೇಮಕಾತಿಗೆ ಹಣ ಕೊಡಬೇಕಾದ ಪರಿಸ್ಥಿತಿ ಇದೆ ಎಂದು ಕಿಡಿಕಾರಿದರು. — [632, 1452, 931, 1588]
vemana-body-2: ಮಾಜಿ ಶಾಸಕರಾದ ಕೆ.ಬಸವರಾಜ ಹಿಟ್ನಾಳ ಅವರು ಮಾತನಾಡಿ, 15ನೇ ಶತಮಾನದಲ್ಲಿ ಆಂಧ್ರಪ್ರದೇಶದ ಕೊಂಡವೀಡು ಪ್ರಾಂತ್ಯದಲ್ಲಿ ಜನಿಸಿದ ಶ್ರೇಷ್ಠ ವಚನಕಾರ, ಕವಿ, ಸಮಾಜ ಚಿಂತಕ, ಮಾನವಕುಲದ ಏಳಿಗೆಗಾಗಿ ಶ್ರಮಿಸಿದ ಮಹಾಯೋಗಿ ವೇಮನರ ತತ್ವ ಮತ್ತು ಆದರ್ಶಗಳನ್ನು ನಾವೆಲ್ಲರೂ ನಮ್ಮ ಜೀವನದಲ್ಲಿ ಅಳವಡಿಸಿಕೊಳ್ಳಬೇಕಾಗಿದೆ ಎಂದರು. ಕೊಪ್ಪಳದ ನಿವೃತ್ತ ಪ್ರಾಚಾರ್ಯರಾದ ಡಾ. ಪ್ರಭುರಡ್ಡಿ ಅವರು ಮಹಾಯೋಗಿ ವೇಮನರ ಕುರಿತು ವಿಶೇಷ ಉಪನ್ಯಾಸ ನೀಡಿ ಮಾತನಾಡಿ, ವೇಮನರು ಸರಳ ಭಾಷೆಯಲ್ಲಿ ಚುಟುಕುಪದ್ಯಗಳನ್ನು ರಚಿಸುವ ಮೂಲಕ ಜನಸಾಮಾನ್ಯರಿಗೆ ಜೀವನದ ಮೌಲ್ಯಗಳನ್ನು ಅರ್ಥಮಾಡಿಸಿದರು. ವೇಮನರ ವಚನಗಳಲ್ಲಿ ಬದುಕಿನ ಅನುಭವದ ಸಾರವಿದೆ. ಜಾತಿ ವ್ಯವಸ್ಥೆ, ಮೂಢನಂಬಿಕೆ, ಕಂದಾಚಾರಗಳನ್ನು ಖಂಡಿಸಿದ ಅವರು ಸಮಾಜ ಸುಧಾರಣೆಗೆ ಶ್ರಮಿಸಿದರು. ಇಂತಹ ಮಹನೀಯರ ಜಯಂತಿಯನ್ನು ಆಚರಿಸುವುದರ ಜೊತೆಗೆ ಅವರ ವಿಚಾರಗಳನ್ನು ಯುವಜನತೆಗೆ ತಲುಪಿಸುವ ಕೆಲಸವಾಗಬೇಕು ಎಂದರು. ಈ ಸಂದರ್ಭದಲ್ಲಿ ಜಿಲ್ಲಾ ಮಟ್ಟದ ಅಧಿಕಾರಿಗಳು, ಸಮಾಜದ ಮುಖಂಡರು ಹಾಗೂ ಗಣ್ಯರು ಉಪಸ್ಥಿತರಿದ್ದರು. ಮಹಾಯೋಗಿ ವೇಮನರ ಭಾವಚಿತ್ರದ ಮೆರವಣಿಗೆಯು ನಗರದ ಪ್ರಮುಖ ಬೀದಿಗಳಲ್ಲಿ ಸಂಚರಿಸಿತು. ಜನ ಸಾಮಾನ್ಯರಿಗೆ ತಿಳಿಸುವ ಮೂಲಕ ಮಹಾಯೋಗಿಗಳಾಗಿದ್ದಾರೆ ಎಂದು ತಿಳಿಸಿದರು. ಕಾರ್ಯಕ್ರಮದಲ್ಲಿ ಜಿ.ಪಂ ಮಾಜಿ ಅಧ್ಯಕ್ಷರಾದ ಎಸ್.ಬಿ.ನಾಗರಳ್ಳಿ ಹಾಗೂ ಎಚ್.ಎಲ್.ಹಿರೇಗೌಡರ, ರೆಡ್ಡಿ ಸಮಾಜದ ಜಿಲ್ಲಾಧ್ಯಕ್ಷರಾದ ಜಗದೀಶ್ವರಗೌಡ ಸಿರಿವಾರ, ಮುಖಂಡರಾದ ಬಸವರಾಜ ಪುರದ, ಕಾಶಿನಾಥರೆಡ್ಡಿ, ವಿರೂಪಾಕ್ಷರೆಡ್ಡಿ ಹಳ್ಳಿಗುಡಿ, ಚಂದ್ರಶೇಖರಗೌಡ ಪಾಟೀಲ ಸೇರಿದಂತೆ ಮತ್ತಿತರರು ಉಪಸ್ಥಿತರಿದ್ದರು. — [946, 910, 1226, 1408]
lead-headline-line1: ಲಕ್ಕುಂಡಿಯಲ್ಲಿ ಮುಂದುವರಿದ ಉತ್ಖನನ : ಕಲ್ಲಿನ — [99, 62, 850, 120]
ads-box-title: ಜಾಹೀರಾತುಗಳಿಗಾಗಿ — [1240, 514, 1495, 552]
